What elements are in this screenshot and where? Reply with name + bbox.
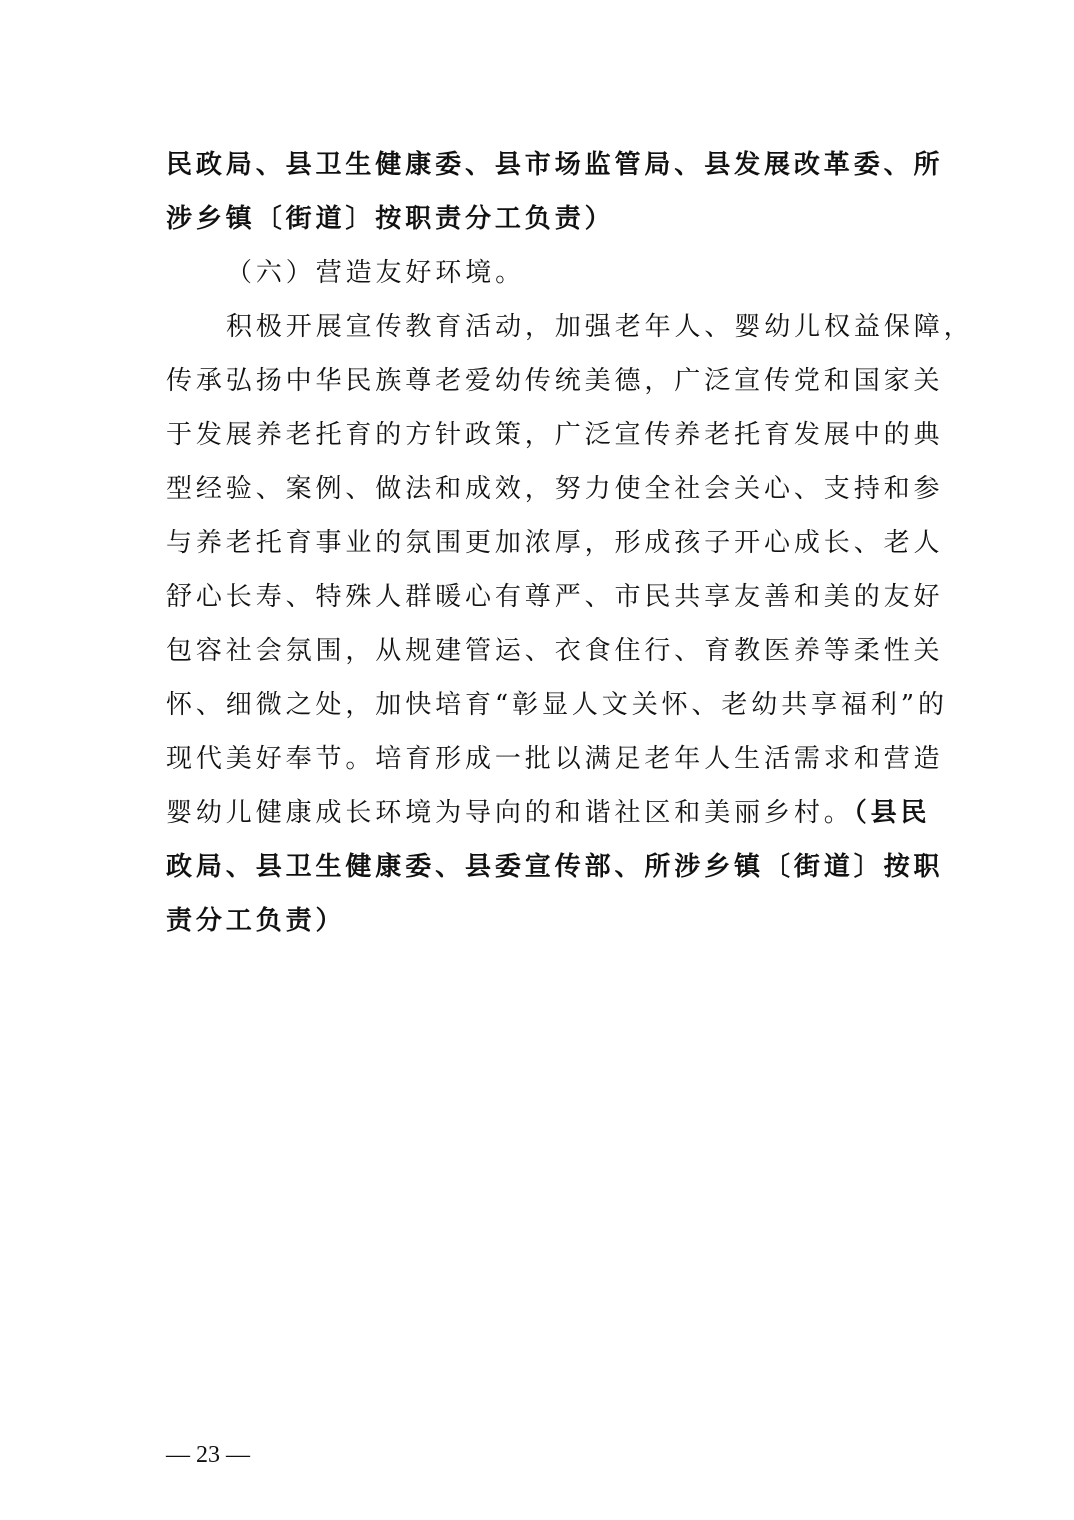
paragraph-line: 现代美好奉节。培育形成一批以满足老年人生活需求和营造 [166, 744, 944, 774]
section-heading: （六）营造友好环境。 [226, 258, 526, 288]
continuation-line-2: 涉乡镇〔街道〕按职责分工负责） [166, 204, 615, 234]
page-number: — 23 — [166, 1442, 250, 1468]
paragraph-line: 包容社会氛围，从规建管运、衣食住行、育教医养等柔性关 [166, 636, 944, 666]
continuation-line-1: 民政局、县卫生健康委、县市场监管局、县发展改革委、所 [166, 150, 944, 180]
paragraph-line: 怀、细微之处，加快培育“彰显人文关怀、老幼共享福利”的 [166, 690, 948, 720]
paragraph-line: 于发展养老托育的方针政策，广泛宣传养老托育发展中的典 [166, 420, 944, 450]
body-text [166, 138, 974, 948]
responsibility-note-line-3: 责分工负责） [166, 906, 346, 936]
paragraph-line: 积极开展宣传教育活动，加强老年人、婴幼儿权益保障， [226, 312, 974, 342]
paragraph-line: 型经验、案例、做法和成效，努力使全社会关心、支持和参 [166, 474, 944, 504]
paragraph-last-line [166, 786, 931, 840]
responsibility-note-start: （县民 [853, 798, 931, 828]
paragraph-line: 舒心长寿、特殊人群暖心有尊严、市民共享友善和美的友好 [166, 582, 944, 612]
paragraph-line: 传承弘扬中华民族尊老爱幼传统美德，广泛宣传党和国家关 [166, 366, 944, 396]
paragraph-last-line-text: 婴幼儿健康成长环境为导向的和谐社区和美丽乡村。 [166, 798, 854, 828]
paragraph-line: 与养老托育事业的氛围更加浓厚，形成孩子开心成长、老人 [166, 528, 944, 558]
responsibility-note-line-2: 政局、县卫生健康委、县委宣传部、所涉乡镇〔街道〕按职 [166, 852, 944, 882]
